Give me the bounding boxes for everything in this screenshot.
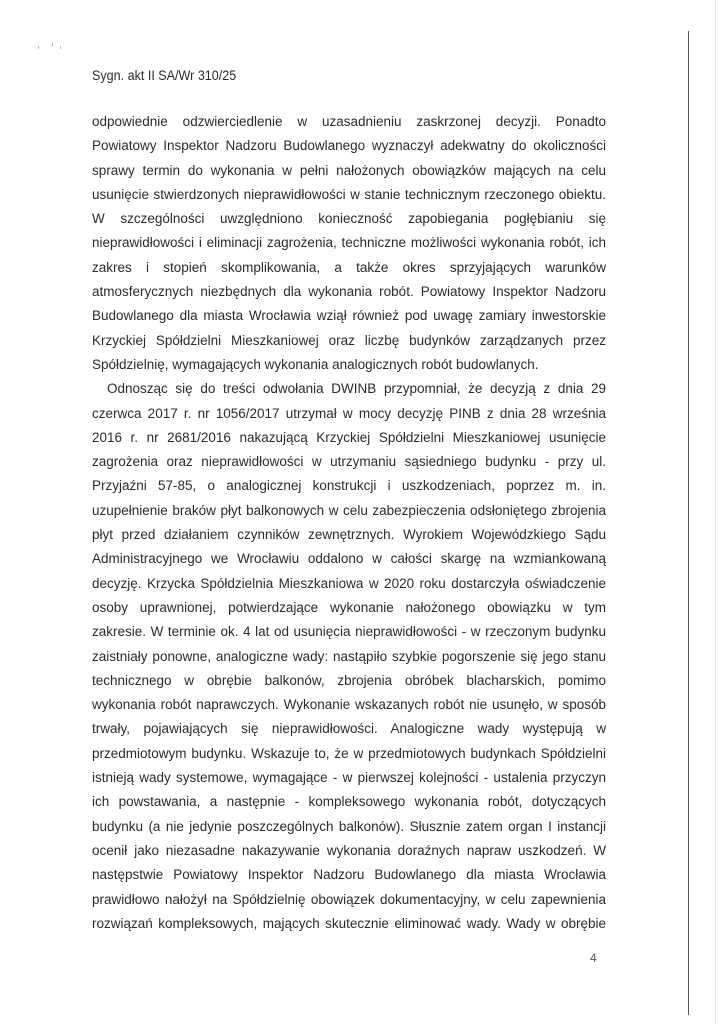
page-number: 4 [590, 951, 597, 965]
text-line: budynku (a nie jedynie poszczególnych balkonów). Słusznie zatem organ I instancji [92, 818, 606, 834]
text-line: płyt przed działaniem czynników zewnętrznych. Wyrokiem Wojewódzkiego Sądu [92, 527, 606, 543]
margin-rule [688, 31, 689, 1015]
text-line: prawidłowo nałożył na Spółdzielnię obowiązek dokumentacyjny, w celu zapewnienia [92, 891, 606, 907]
text-line: przedmiotowym budynku. Wskazuje to, że w przedmiotowych budynkach Spółdzielni [92, 745, 606, 761]
scan-speck [38, 46, 39, 49]
text-line: trwały, pojawiających się nieprawidłowości. Analogiczne wady występują w [92, 721, 606, 737]
text-line: atmosferycznych niezbędnych dla wykonania robót. Powiatowy Inspektor Nadzoru [92, 284, 606, 300]
text-line: Powiatowy Inspektor Nadzoru Budowlanego wyznaczył adekwatny do okoliczności [92, 138, 606, 154]
text-line: Krzyckiej Spółdzielni Mieszkaniowej oraz liczbę budynków zarządzanych przez [92, 332, 606, 348]
text-line: odpowiednie odzwierciedlenie w uzasadnieniu zaskrzonej decyzji. Ponadto [92, 114, 606, 129]
text-line: nieprawidłowości i eliminacji zagrożenia, techniczne możliwości wykonania robót, ich [92, 235, 606, 251]
text-line: decyzję. Krzycka Spółdzielnia Mieszkaniowa w 2020 roku dostarczyła oświadczenie [92, 575, 606, 591]
text-line: czerwca 2017 r. nr 1056/2017 utrzymał w mocy decyzję PINB z dnia 28 września [92, 405, 606, 421]
text-line: sprawy termin do wykonania w pełni nałożonych obowiązków mających na celu [92, 162, 606, 178]
text-line: Spółdzielnię, wymagających wykonania analogicznych robót budowlanych. [92, 356, 539, 372]
scan-speck [52, 43, 53, 46]
scan-speck [60, 46, 61, 49]
text-line: Przyjaźni 57-85, o analogicznej konstrukcji i uszkodzeniach, poprzez m. in. [92, 478, 606, 494]
body-text [92, 110, 606, 936]
text-line: Administracyjnego we Wrocławiu oddalono w całości skargę na wzmiankowaną [92, 551, 606, 567]
text-line: istnieją wady systemowe, wymagające - w pierwszej kolejności - ustalenia przyczyn [92, 770, 606, 786]
text-line: ich powstawania, a następnie - kompleksowego wykonania robót, dotyczących [92, 794, 606, 810]
text-line: ocenił jako niezasadne nakazywanie wykonania doraźnych napraw uszkodzeń. W [92, 842, 606, 858]
text-line: Budowlanego dla miasta Wrocławia wziął również pod uwagę zamiary inwestorskie [92, 308, 606, 324]
text-line: wykonania robót naprawczych. Wykonanie wskazanych robót nie usunęło, w sposób [92, 697, 606, 713]
text-line: zakres i stopień skomplikowania, a także okres sprzyjających warunków [92, 259, 606, 275]
text-line: Odnosząc się do treści odwołania DWINB przypomniał, że decyzją z dnia 29 [107, 381, 606, 397]
text-line: 2016 r. nr 2681/2016 nakazującą Krzyckiej Spółdzielni Mieszkaniowej usunięcie [92, 429, 606, 445]
text-line: zakresie. W terminie ok. 4 lat od usunięcia nieprawidłowości - w rzeczonym budynku [92, 624, 606, 640]
scan-edge [715, 0, 716, 1024]
case-reference: Sygn. akt II SA/Wr 310/25 [92, 68, 237, 83]
text-line: zagrożenia oraz nieprawidłowości w utrzymaniu sąsiedniego budynku - przy ul. [92, 454, 606, 470]
text-line: osoby uprawnionej, potwierdzające wykonanie nałożonego obowiązku w tym [92, 599, 606, 615]
text-line: zaistniały ponowne, analogiczne wady: nastąpiło szybkie pogorszenie się jego stanu [92, 648, 606, 664]
text-line: uzupełnienie braków płyt balkonowych w celu zabezpieczenia odsłoniętego zbrojenia [92, 502, 606, 518]
text-line: W szczególności uwzględniono konieczność zapobiegania pogłębianiu się [92, 211, 606, 227]
text-line: usunięcie stwierdzonych nieprawidłowości w stanie technicznym rzeczonego obiektu. [92, 186, 606, 202]
text-line: technicznego w obrębie balkonów, zbrojenia obróbek blacharskich, pomimo [92, 672, 606, 688]
text-line: następstwie Powiatowy Inspektor Nadzoru Budowlanego dla miasta Wrocławia [92, 867, 606, 883]
text-line: rozwiązań kompleksowych, mających skutecznie eliminować wady. Wady w obrębie [92, 915, 606, 931]
